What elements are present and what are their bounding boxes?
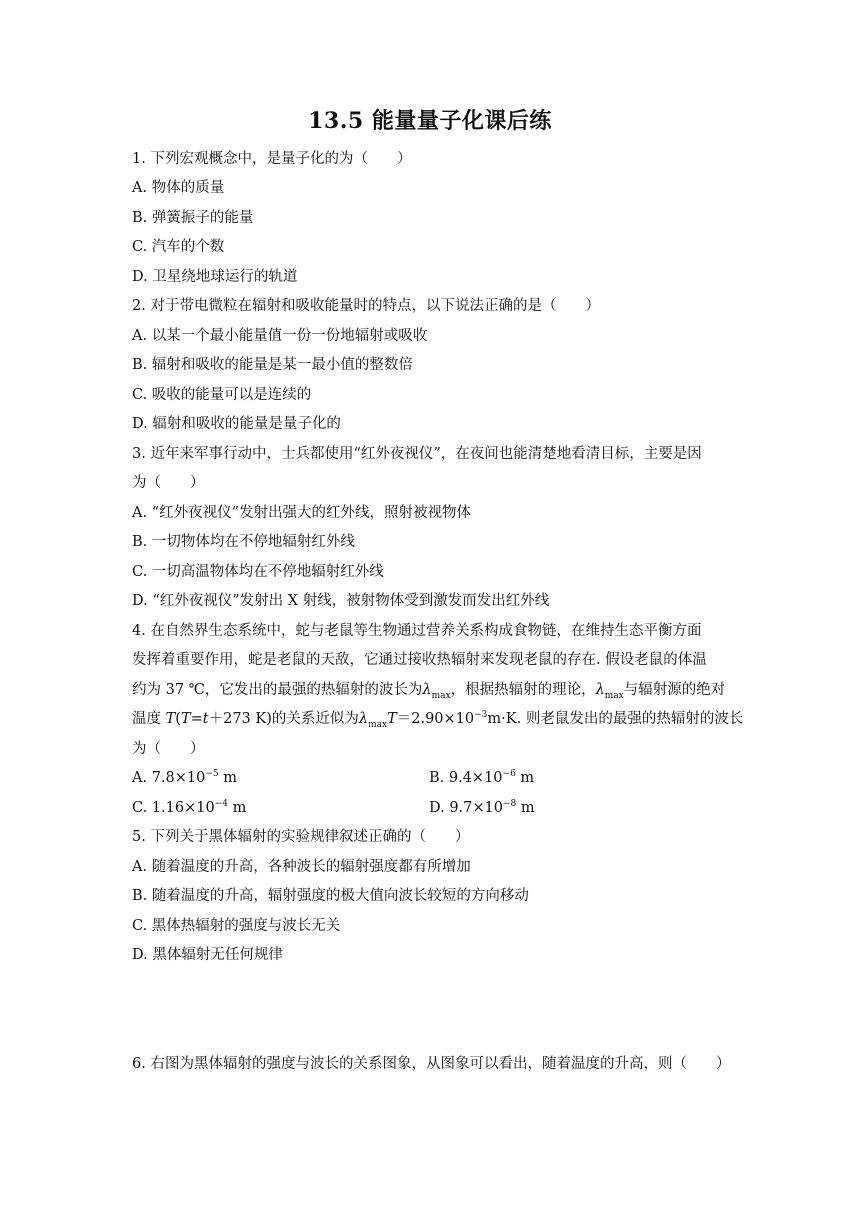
q4-line3-b: ，根据热辐射的理论， <box>450 682 596 698</box>
lambda-symbol: λ <box>422 682 432 698</box>
option-unit: m <box>516 800 535 816</box>
q2-stem: 2. 对于带电微粒在辐射和吸收能量时的特点，以下说法正确的是（ ） <box>132 298 600 314</box>
q4-line1: 4. 在自然界生态系统中，蛇与老鼠等生物通过营养关系构成食物链，在维持生态平衡方面 <box>132 623 702 639</box>
q3-stem-line1: 3. 近年来军事行动中，士兵都使用“红外夜视仪”，在夜间也能清楚地看清目标，主要是因 <box>132 446 702 462</box>
q4-option-c <box>132 798 246 818</box>
q2-option-a: A. 以某一个最小能量值一份一份地辐射或吸收 <box>132 328 428 344</box>
q4-line2: 发挥着重要作用，蛇是老鼠的天敌，它通过接收热辐射来发现老鼠的存在. 假设老鼠的体温 <box>132 652 707 668</box>
q1-option-b: B. 弹簧振子的能量 <box>132 210 254 226</box>
q1-option-a: A. 物体的质量 <box>132 180 225 196</box>
lowercase-t-symbol: t <box>202 711 209 727</box>
q4-line4 <box>132 709 742 729</box>
q2-option-b: B. 辐射和吸收的能量是某一最小值的整数倍 <box>132 357 413 373</box>
exponent: −3 <box>474 710 488 721</box>
q4-line3-a: 约为 37 ℃，它发出的最强的热辐射的波长为 <box>132 682 423 698</box>
q4-line4-c: = <box>190 711 203 727</box>
q1-option-d: D. 卫星绕地球运行的轨道 <box>132 269 298 285</box>
option-base: A. 7.8×10 <box>132 770 206 786</box>
q4-line5: 为（ ） <box>132 741 205 757</box>
q3-option-a: A. “红外夜视仪”发射出强大的红外线，照射被视物体 <box>132 505 472 521</box>
option-unit: m <box>218 770 237 786</box>
q4-line4-a: 温度 <box>132 711 166 727</box>
q6-stem: 6. 右图为黑体辐射的强度与波长的关系图象，从图象可以看出，随着温度的升高，则（ ） <box>132 1056 731 1072</box>
q5-option-b: B. 随着温度的升高，辐射强度的极大值向波长较短的方向移动 <box>132 888 529 904</box>
exponent: −6 <box>502 769 516 780</box>
q4-option-a <box>132 768 237 788</box>
q3-option-d: D. “红外夜视仪”发射出 X 射线，被射物体受到激发而发出红外线 <box>132 593 550 609</box>
exponent: −4 <box>214 799 228 810</box>
t-symbol: T <box>180 711 191 727</box>
t-symbol: T <box>387 711 397 727</box>
option-base: B. 9.4×10 <box>429 770 503 786</box>
q4-option-d <box>429 798 535 818</box>
q4-line3-c: 与辐射源的绝对 <box>623 682 726 698</box>
max-subscript: max <box>368 719 388 730</box>
q4-line4-d: ＋273 K)的关系近似为 <box>208 711 359 727</box>
lambda-symbol: λ <box>595 682 605 698</box>
q4-line4-f: m·K. 则老鼠发出的最强的热辐射的波长 <box>487 711 744 727</box>
option-unit: m <box>227 800 247 816</box>
q5-option-c: C. 黑体热辐射的强度与波长无关 <box>132 918 341 934</box>
page-title: 13.5 能量量子化课后练 <box>308 108 552 134</box>
q3-stem-line2: 为（ ） <box>132 475 205 491</box>
q3-option-b: B. 一切物体均在不停地辐射红外线 <box>132 534 355 550</box>
q5-option-a: A. 随着温度的升高，各种波长的辐射强度都有所增加 <box>132 859 471 875</box>
q5-stem: 5. 下列关于黑体辐射的实验规律叙述正确的（ ） <box>132 829 470 845</box>
q2-option-c: C. 吸收的能量可以是连续的 <box>132 387 312 403</box>
q4-line4-e: ＝2.90×10 <box>396 711 475 727</box>
q5-option-d: D. 黑体辐射无任何规律 <box>132 947 283 963</box>
t-symbol: T <box>165 711 176 727</box>
max-subscript: max <box>431 690 451 701</box>
option-base: C. 1.16×10 <box>132 800 215 816</box>
exponent: −5 <box>205 769 219 780</box>
q4-option-b <box>429 768 534 788</box>
q3-option-c: C. 一切高温物体均在不停地辐射红外线 <box>132 564 384 580</box>
option-unit: m <box>515 770 535 786</box>
max-subscript: max <box>604 690 624 701</box>
q1-stem: 1. 下列宏观概念中，是量子化的为（ ） <box>132 151 412 167</box>
q2-option-d: D. 辐射和吸收的能量是量子化的 <box>132 416 341 432</box>
lambda-symbol: λ <box>358 711 369 727</box>
option-base: D. 9.7×10 <box>429 800 503 816</box>
exponent: −8 <box>503 799 517 810</box>
q4-line3 <box>132 680 742 700</box>
q1-option-c: C. 汽车的个数 <box>132 239 225 255</box>
q4-line4-b: ( <box>175 711 181 727</box>
